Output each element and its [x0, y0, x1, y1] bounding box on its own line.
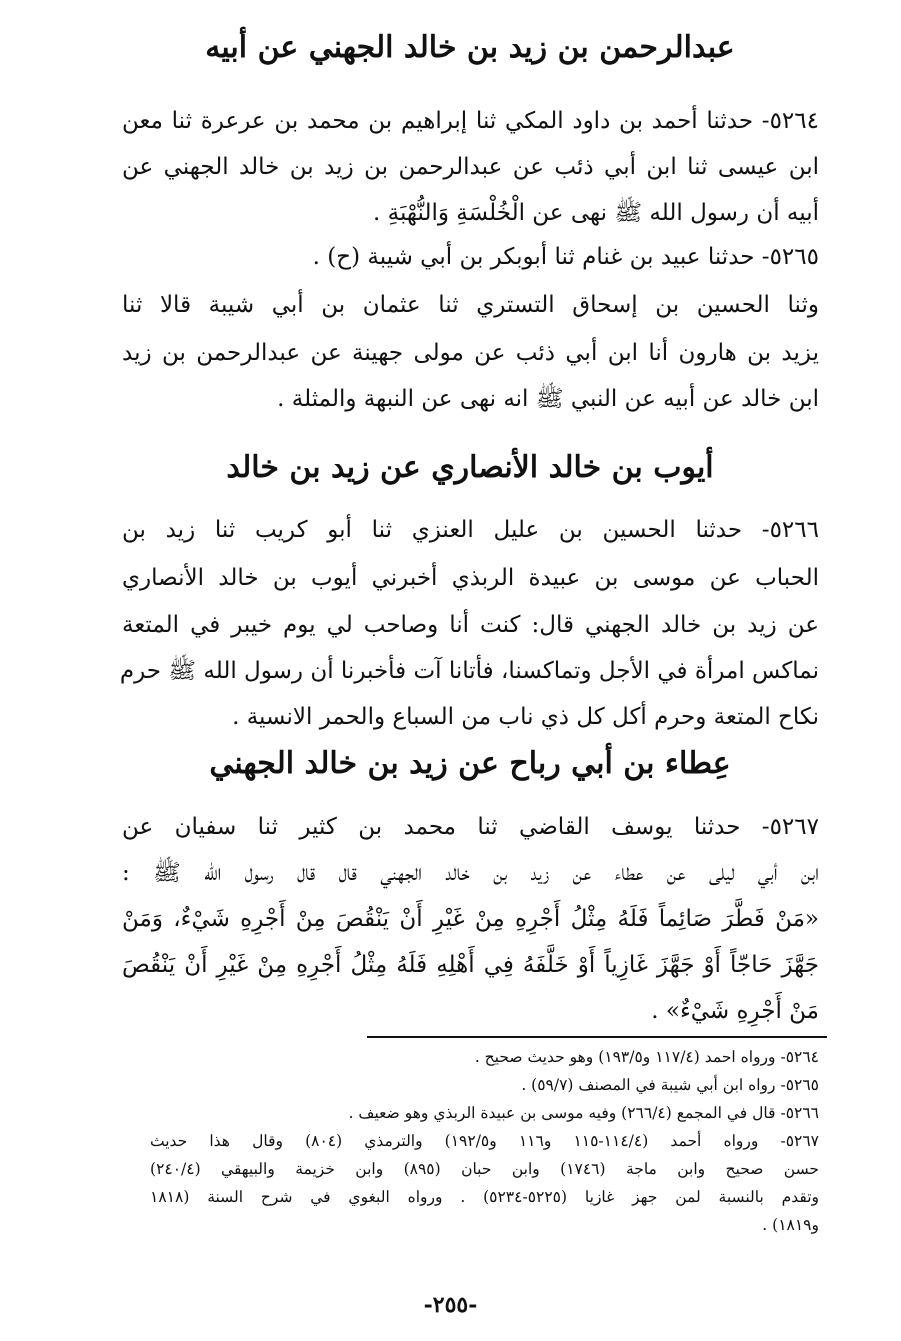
- body-line: ابن أبي ليلى عن عطاء عن زيد بن خالد الجهني قال قال رسول الله ﷺ :: [122, 860, 819, 886]
- hadith-quote-line: جَهَّزَ حَاجّاً أَوْ جَهَّزَ غَازِياً أَوْ خَلَّفَهُ فِي أَهْلِهِ فَلَهُ مِثْلُ أَجْرِهِ مِنْ غَيْرِ أَنْ يَنْقُصَ: [122, 952, 819, 978]
- footnote-line: وتقدم بالنسبة لمن جهز غازيا (٥٢٢٥-٥٢٣٤) . ورواه البغوي في شرح السنة (١٨١٨: [150, 1188, 819, 1206]
- section-heading-ata: عِطاء بن أبي رباح عن زيد بن خالد الجهني: [209, 746, 731, 781]
- body-line: ٥٢٦٥- حدثنا عبيد بن غنام ثنا أبوبكر بن أبي شيبة (ح) .: [312, 244, 819, 270]
- body-line: ٥٢٦٤- حدثنا أحمد بن داود المكي ثنا إبراهيم بن محمد بن عرعرة ثنا معن: [122, 108, 819, 134]
- footnote-separator: [367, 1036, 827, 1038]
- body-line: نكاح المتعة وحرم أكل كل ذي ناب من السباع والحمر الانسية .: [232, 704, 819, 730]
- body-line: ابن عيسى ثنا ابن أبي ذئب عن عبدالرحمن بن زيد بن خالد الجهني عن: [122, 154, 819, 180]
- footnote-line: ٥٢٦٧- ورواه أحمد (١١٤/٤-١١٥ و١١٦ و١٩٢/٥) والترمذي (٨٠٤) وقال هذا حديث: [150, 1132, 819, 1150]
- section-heading-abdulrahman: عبدالرحمن بن زيد بن خالد الجهني عن أبيه: [205, 30, 735, 65]
- hadith-quote-line: مَنْ أَجْرِهِ شَيْءٌ» .: [651, 998, 819, 1024]
- body-line: ٥٢٦٧- حدثنا يوسف القاضي ثنا محمد بن كثير ثنا سفيان عن: [122, 814, 819, 840]
- footnote-line: حسن صحيح وابن ماجة (١٧٤٦) وابن حبان (٨٩٥) وابن خزيمة والبيهقي (٢٤٠/٤): [150, 1160, 819, 1178]
- body-line: الحباب عن موسى بن عبيدة الربذي أخبرني أيوب بن خالد الأنصاري: [122, 565, 819, 591]
- footnote-line: ٥٢٦٦- قال في المجمع (٢٦٦/٤) وفيه موسى بن عبيدة الربذي وهو ضعيف .: [348, 1104, 819, 1122]
- body-line: وثنا الحسين بن إسحاق التستري ثنا عثمان بن أبي شيبة قالا ثنا: [122, 292, 819, 318]
- footnote-line: ٥٢٦٤- ورواه احمد (١١٧/٤ و١٩٣/٥) وهو حديث صحيح .: [474, 1048, 819, 1066]
- body-line: ابن خالد عن أبيه عن النبي ﷺ انه نهى عن النبهة والمثلة .: [277, 386, 819, 412]
- body-line: أبيه أن رسول الله ﷺ نهى عن الْخُلْسَةِ وَالنُّهْبَةِ .: [373, 200, 819, 226]
- body-line: نماكس امرأة في الأجل وتماكسنا، فأتانا آت فأخبرنا أن رسول الله ﷺ حرم: [119, 658, 819, 684]
- body-line: ٥٢٦٦- حدثنا الحسين بن عليل العنزي ثنا أبو كريب ثنا زيد بن: [122, 517, 819, 543]
- footnote-line: و١٨١٩) .: [762, 1216, 819, 1234]
- body-line: عن زيد بن خالد الجهني قال: كنت أنا وصاحب لي يوم خيبر في المتعة: [122, 612, 819, 638]
- section-heading-ayyub: أيوب بن خالد الأنصاري عن زيد بن خالد: [226, 450, 714, 485]
- body-line: يزيد بن هارون أنا ابن أبي ذئب عن مولى جهينة عن عبدالرحمن بن زيد: [122, 340, 819, 366]
- hadith-quote-line: «مَنْ فَطَّرَ صَائِماً فَلَهُ مِثْلُ أَجْرِهِ مِنْ غَيْرِ أَنْ يَنْقُصَ مِنْ أَجْرِهِ شَيْءٌ، وَمَنْ: [122, 906, 819, 932]
- page-number: -٢٥٥-: [423, 1292, 478, 1318]
- footnote-line: ٥٢٦٥- رواه ابن أبي شيبة في المصنف (٥٩/٧) .: [521, 1076, 819, 1094]
